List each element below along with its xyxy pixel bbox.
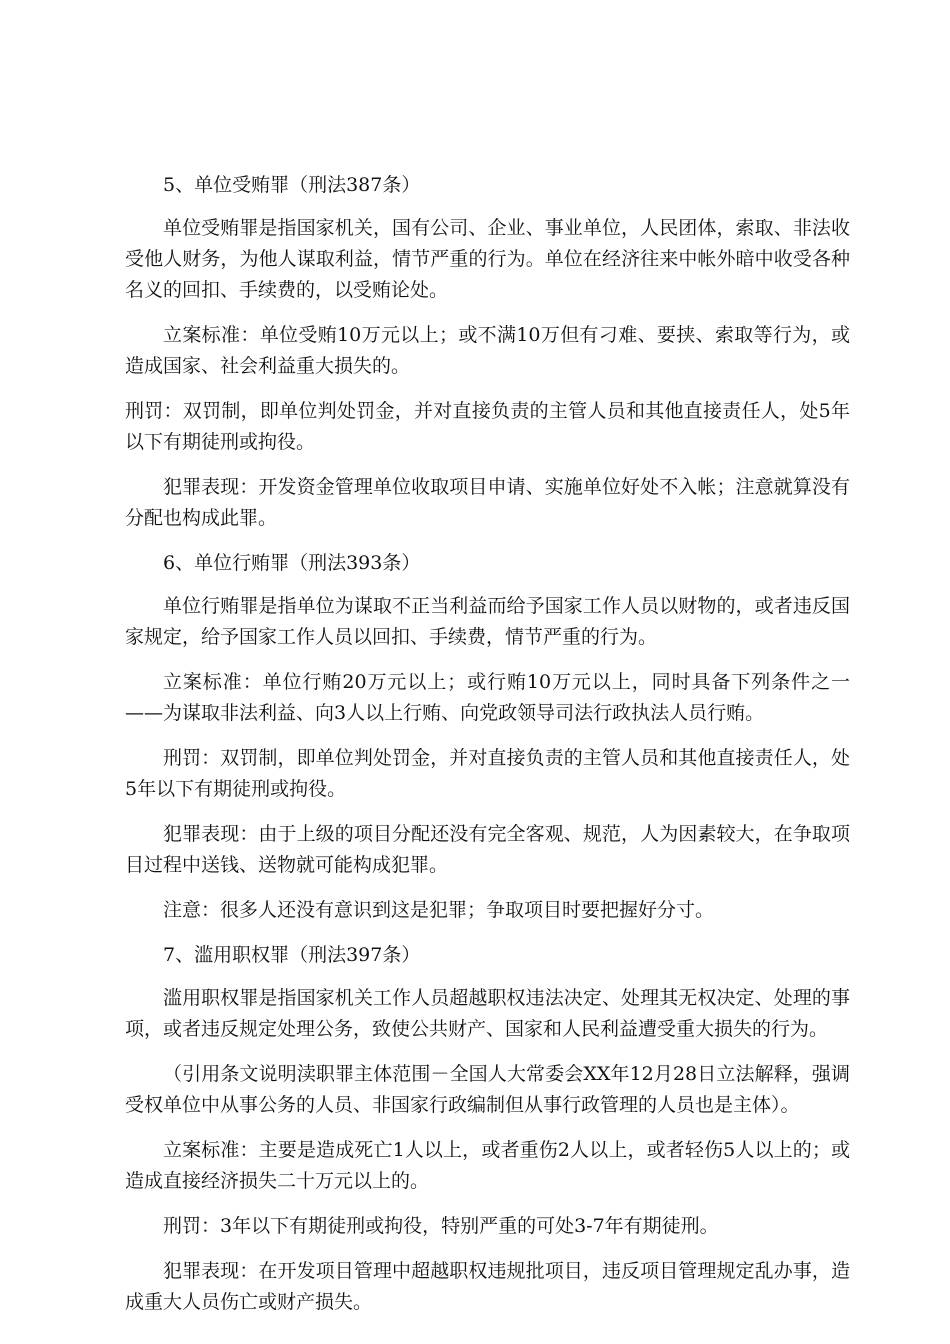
filing-standard-paragraph-7: 立案标准：主要是造成死亡1人以上，或者重伤2人以上，或者轻伤5人以上的；或造成直接经济损失二十万元以上的。 xyxy=(125,1139,850,1192)
penalty-paragraph-5: 刑罚：双罚制，即单位判处罚金，并对直接负责的主管人员和其他直接责任人，处5年以下有期徒刑或拘役。 xyxy=(125,400,850,453)
note-paragraph-6: 注意：很多人还没有意识到这是犯罪；争取项目时要把握好分寸。 xyxy=(163,899,715,921)
definition-paragraph-6: 单位行贿罪是指单位为谋取不正当利益而给予国家工作人员以财物的，或者违反国家规定，给予国家工作人员以回扣、手续费，情节严重的行为。 xyxy=(125,595,850,648)
manifestation-paragraph-6: 犯罪表现：由于上级的项目分配还没有完全客观、规范，人为因素较大，在争取项目过程中送钱、送物就可能构成犯罪。 xyxy=(125,823,850,876)
manifestation-paragraph-7: 犯罪表现：在开发项目管理中超越职权违规批项目，违反项目管理规定乱办事，造成重大人员伤亡或财产损失。 xyxy=(125,1260,850,1313)
document-body xyxy=(125,170,850,1332)
filing-standard-paragraph-5: 立案标准：单位受贿10万元以上；或不满10万但有刁难、要挟、索取等行为，或造成国家、社会利益重大损失的。 xyxy=(125,324,850,377)
penalty-paragraph-7: 刑罚：3年以下有期徒刑或拘役，特别严重的可处3-7年有期徒刑。 xyxy=(163,1215,719,1237)
section-heading-7: 7、滥用职权罪（刑法397条） xyxy=(163,944,421,966)
citation-paragraph-7: （引用条文说明渎职罪主体范围－全国人大常委会XX年12月28日立法解释，强调受权单位中从事公务的人员、非国家行政编制但从事行政管理的人员也是主体）。 xyxy=(125,1063,850,1116)
manifestation-paragraph-5: 犯罪表现：开发资金管理单位收取项目申请、实施单位好处不入帐；注意就算没有分配也构成此罪。 xyxy=(125,476,850,529)
section-heading-6: 6、单位行贿罪（刑法393条） xyxy=(163,552,421,574)
definition-paragraph-7: 滥用职权罪是指国家机关工作人员超越职权违法决定、处理其无权决定、处理的事项，或者违反规定处理公务，致使公共财产、国家和人民利益遭受重大损失的行为。 xyxy=(125,987,850,1040)
section-heading-5: 5、单位受贿罪（刑法387条） xyxy=(163,174,421,196)
penalty-paragraph-6: 刑罚：双罚制，即单位判处罚金，并对直接负责的主管人员和其他直接责任人，处5年以下有期徒刑或拘役。 xyxy=(125,747,850,800)
definition-paragraph-5: 单位受贿罪是指国家机关，国有公司、企业、事业单位，人民团体，索取、非法收受他人财务，为他人谋取利益，情节严重的行为。单位在经济往来中帐外暗中收受各种名义的回扣、手续费的，以受贿论处。 xyxy=(125,217,850,301)
filing-standard-paragraph-6: 立案标准：单位行贿20万元以上；或行贿10万元以上，同时具备下列条件之一——为谋取非法利益、向3人以上行贿、向党政领导司法行政执法人员行贿。 xyxy=(125,671,850,724)
